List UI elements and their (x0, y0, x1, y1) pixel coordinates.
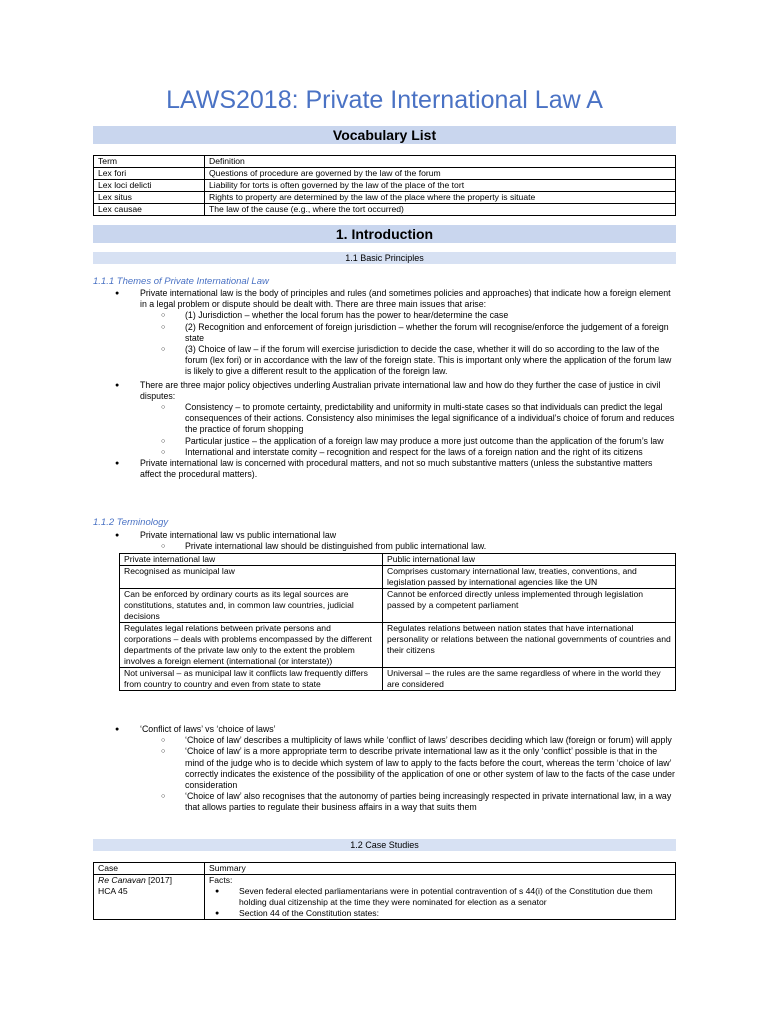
table-header-cell: Summary (205, 863, 676, 875)
table-cell: Cannot be enforced directly unless implemented through legislation passed by a competent parliament (383, 589, 676, 623)
vocab-heading: Vocabulary List (93, 126, 676, 144)
list-item: ○ (3) Choice of law – if the forum will exercise jurisdiction to decide the case, whether it will do so according to the law of the forum (lex fori) or in accordance with the law of the foreign state. This is important only where the application of the forum law is likely to give a different result to the application of the foreign law. (161, 344, 672, 377)
table-cell: Liability for torts is often governed by the law of the place of the tort (205, 180, 676, 192)
case-studies-heading: 1.2 Case Studies (93, 839, 676, 851)
page-title: LAWS2018: Private International Law A (166, 86, 603, 114)
list-item: ○ Particular justice – the application of a foreign law may produce a more just outcome than the application of the forum’s law (161, 435, 664, 446)
list-item: ● Private international law is the body of principles and rules (and sometimes policies and approaches) that indicate how a foreign element in a legal problem or dispute should be dealt with. There are three main issues that arise: (115, 288, 671, 310)
table-header-cell: Definition (205, 156, 676, 168)
list-item: ● ‘Conflict of laws’ vs ‘choice of laws’ (115, 724, 276, 734)
circle-bullet-icon: ○ (161, 543, 166, 551)
terminology-heading: 1.1.2 Terminology (93, 517, 169, 528)
table-cell: Rights to property are determined by the law of the place where the property is situate (205, 192, 676, 204)
table-cell: Recognised as municipal law (120, 566, 383, 589)
table-header-cell: Private international law (120, 554, 383, 566)
circle-bullet-icon: ○ (161, 748, 166, 756)
table-cell: Regulates legal relations between private persons and corporations – deals with problems encompassed by the different departments of the private law only to the extent the problem involves a foreign element (international (or interstate)) (120, 623, 383, 668)
vocab-table (93, 155, 676, 216)
table-cell: Not universal – as municipal law it conflicts law frequently differs from country to country and even from state to state (120, 668, 383, 691)
comparison-table (119, 553, 676, 691)
list-item: ● Private international law vs public international law (115, 530, 337, 540)
themes-list (93, 288, 676, 480)
circle-bullet-icon: ○ (161, 346, 166, 354)
list-item: ○ ‘Choice of law’ also recognises that the autonomy of parties being increasingly respected in private international law, in a way that allows parties to regulate their business affairs in a way that suits them (161, 791, 672, 813)
list-item: ○ (2) Recognition and enforcement of foreign jurisdiction – whether the forum will recognise/enforce the judgement of a foreign state (161, 321, 669, 343)
table-cell: Questions of procedure are governed by the law of the forum (205, 168, 676, 180)
table-row (94, 168, 676, 180)
facts-label: Facts: (209, 875, 233, 885)
list-item: ○ ‘Choice of law’ is a more appropriate term to describe private international law as it the only ‘conflict’ possible is that in the mind of the judge who is to decide which system of law to apply to the facts before the court, whereas the term ‘choice of law’ correctly indicates the existence of the possibility of the application of one or other system of law to the facts of the case under consideration (161, 746, 675, 791)
table-row (94, 156, 676, 168)
table-row (120, 589, 676, 623)
case-name: Re Canavan (98, 875, 146, 885)
bullet-icon: ● (115, 290, 120, 297)
list-item: ○ Consistency – to promote certainty, predictability and uniformity in multi-state cases so that individuals can predict the legal consequences of their actions. Consistency also minimises the legal significance of a individual’s choice of forum and reduces the practice of forum shopping (161, 402, 675, 435)
list-item: ● Private international law is concerned with procedural matters, and not so much substantive matters (unless the substantive matters affect the procedural matters). (115, 458, 653, 480)
list-item: ● Section 44 of the Constitution states: (215, 908, 379, 918)
terminology-list (93, 530, 676, 552)
table-row (94, 192, 676, 204)
table-cell: Universal – the rules are the same regardless of where in the world they are considered (383, 668, 676, 691)
table-cell: Lex situs (94, 192, 205, 204)
table-row (94, 180, 676, 192)
list-item: ● Seven federal elected parliamentarians were in potential contravention of s 44(i) of the Constitution due them holding dual citizenship at the time they were nominated for election as a senator (215, 886, 653, 907)
table-row (120, 566, 676, 589)
case-summary-cell (205, 875, 676, 920)
case-citation: HCA 45 (98, 886, 128, 896)
circle-bullet-icon: ○ (161, 437, 166, 445)
table-row (120, 554, 676, 566)
circle-bullet-icon: ○ (161, 793, 166, 801)
table-cell: The law of the cause (e.g., where the tort occurred) (205, 204, 676, 216)
bullet-icon: ● (215, 910, 220, 917)
table-cell: Regulates relations between nation states that have international personality or relations between the national governments of countries and their citizens (383, 623, 676, 668)
table-cell: Lex loci delicti (94, 180, 205, 192)
table-row (94, 204, 676, 216)
table-row (120, 623, 676, 668)
table-cell: Lex fori (94, 168, 205, 180)
basic-principles-heading: 1.1 Basic Principles (93, 252, 676, 264)
conflict-list (93, 724, 676, 814)
circle-bullet-icon: ○ (161, 312, 166, 320)
bullet-icon: ● (115, 726, 120, 733)
list-item: ● There are three major policy objectives underling Australian private international law and how do they further the case of justice in civil disputes: (115, 379, 661, 401)
circle-bullet-icon: ○ (161, 404, 166, 412)
case-name-cell: Re Canavan [2017] HCA 45 (94, 875, 205, 920)
list-item: ○ (1) Jurisdiction – whether the local forum has the power to hear/determine the case (161, 310, 509, 321)
table-header-cell: Public international law (383, 554, 676, 566)
themes-heading: 1.1.1 Themes of Private International Law (93, 276, 269, 287)
circle-bullet-icon: ○ (161, 448, 166, 456)
bullet-icon: ● (215, 888, 220, 895)
table-cell: Can be enforced by ordinary courts as its legal sources are constitutions, statutes and, in common law countries, judicial decisions (120, 589, 383, 623)
case-table (93, 862, 676, 920)
list-item: ○ ‘Choice of law’ describes a multiplicity of laws while ‘conflict of laws’ describes deciding which law (foreign or forum) will apply (161, 735, 672, 746)
circle-bullet-icon: ○ (161, 323, 166, 331)
table-header-cell: Term (94, 156, 205, 168)
bullet-icon: ● (115, 381, 120, 389)
intro-heading: 1. Introduction (93, 225, 676, 243)
list-item: ○ Private international law should be distinguished from public international law. (161, 541, 487, 552)
bullet-icon: ● (115, 460, 120, 468)
table-row (94, 863, 676, 875)
circle-bullet-icon: ○ (161, 737, 166, 745)
bullet-icon: ● (115, 532, 120, 539)
table-cell: Comprises customary international law, treaties, conventions, and legislation passed by international agencies like the UN (383, 566, 676, 589)
table-row (94, 875, 676, 920)
table-row (120, 668, 676, 691)
table-header-cell: Case (94, 863, 205, 875)
table-cell: Lex causae (94, 204, 205, 216)
list-item: ○ International and interstate comity – recognition and respect for the laws of a foreign nation and the right of its citizens (161, 446, 643, 457)
